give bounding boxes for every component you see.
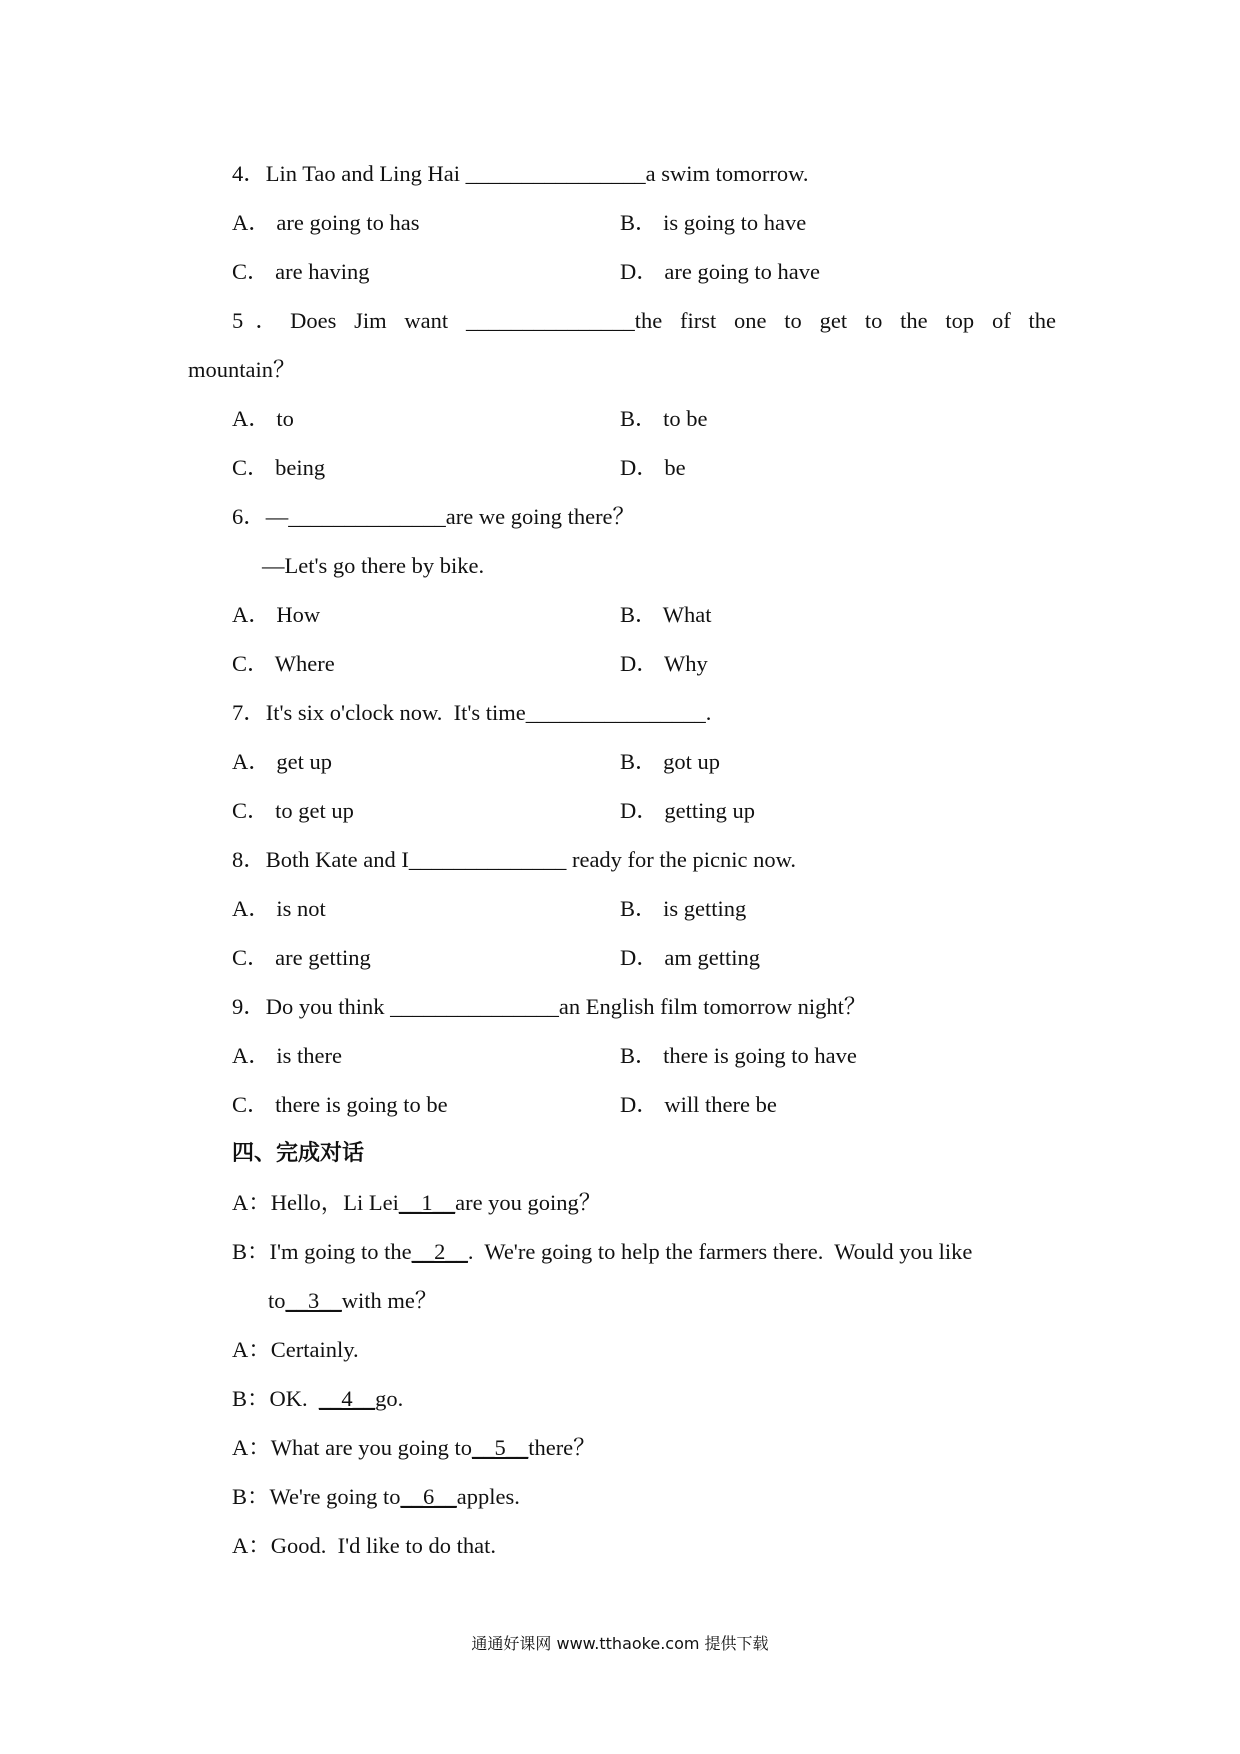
- dialogue-blank-4: __4__: [318, 1386, 376, 1411]
- dialogue-text: there？: [528, 1435, 596, 1460]
- dialogue-line-2: [232, 1237, 972, 1267]
- q9-option-c: C． there is going to be: [232, 1092, 448, 1117]
- dialogue-line-8: [232, 1531, 496, 1561]
- dialogue-line-7: [232, 1482, 520, 1512]
- question-6-line-1: 6．—______________are we going there？: [232, 504, 636, 529]
- dialogue-text: go.: [375, 1386, 404, 1411]
- q9-option-d: D． will there be: [620, 1092, 777, 1117]
- dialogue-text: to: [268, 1288, 286, 1313]
- dialogue-text: B：We're going to: [232, 1484, 401, 1509]
- dialogue-text: A：Good. I'd like to do that.: [232, 1533, 497, 1558]
- dialogue-text: B：OK.: [232, 1386, 319, 1411]
- dialogue-blank-6: __6__: [400, 1484, 457, 1509]
- q7-option-c: C． to get up: [232, 798, 354, 823]
- dialogue-text: are you going？: [455, 1190, 602, 1215]
- q8-option-b: B． is getting: [620, 896, 747, 921]
- page-footer: 通通好课网 www.tthaoke.com 提供下载: [471, 1634, 769, 1653]
- q4-option-d: D． are going to have: [620, 259, 820, 284]
- question-8: 8．Both Kate and I______________ ready for the picnic now.: [232, 847, 797, 872]
- dialogue-line-3: [268, 1286, 437, 1316]
- q7-option-a: A． get up: [232, 749, 332, 774]
- q6-option-c: C． Where: [232, 651, 335, 676]
- q6-option-b: B． What: [620, 602, 712, 627]
- q5-option-a: A． to: [232, 406, 294, 431]
- q8-option-c: C． are getting: [232, 945, 371, 970]
- dialogue-text: B：I'm going to the: [232, 1239, 412, 1264]
- dialogue-blank-1: __1__: [398, 1190, 456, 1215]
- section-title: 四、完成对话: [232, 1141, 365, 1166]
- question-7: 7．It's six o'clock now. It's time________________.: [232, 700, 712, 725]
- dialogue-blank-5: __5__: [471, 1435, 529, 1460]
- dialogue-blank-3: __3__: [285, 1288, 342, 1313]
- dialogue-text: A：Hello，Li Lei: [232, 1190, 399, 1215]
- question-9: 9．Do you think _______________an English film tomorrow night？: [232, 994, 867, 1019]
- dialogue-line-6: [232, 1433, 596, 1463]
- q9-option-a: A． is there: [232, 1043, 342, 1068]
- dialogue-text: A：What are you going to: [232, 1435, 472, 1460]
- dialogue-text: with me？: [341, 1288, 438, 1313]
- q5-option-d: D． be: [620, 455, 686, 480]
- q8-option-a: A． is not: [232, 896, 326, 921]
- dialogue-blank-2: __2__: [411, 1239, 468, 1264]
- q4-option-c: C． are having: [232, 259, 370, 284]
- dialogue-text: apples.: [456, 1484, 520, 1509]
- q7-option-b: B． got up: [620, 749, 721, 774]
- q8-option-d: D． am getting: [620, 945, 760, 970]
- question-6-line-2: —Let's go there by bike.: [262, 553, 485, 578]
- q5-option-c: C． being: [232, 455, 326, 480]
- q6-option-a: A． How: [232, 602, 321, 627]
- question-5-line-2: mountain？: [188, 357, 296, 382]
- q4-option-a: A． are going to has: [232, 210, 420, 235]
- q9-option-b: B． there is going to have: [620, 1043, 857, 1068]
- dialogue-line-4: [232, 1335, 359, 1365]
- question-5-line-1: 5．Does Jim want _______________the first one to get to the top of the: [232, 308, 1056, 333]
- dialogue-text: . We're going to help the farmers there. Would you like: [467, 1239, 973, 1264]
- dialogue-line-5: [232, 1384, 403, 1414]
- dialogue-line-1: [232, 1188, 601, 1218]
- dialogue-text: A：Certainly.: [232, 1337, 359, 1362]
- q5-option-b: B． to be: [620, 406, 708, 431]
- question-4: 4．Lin Tao and Ling Hai ________________a swim tomorrow.: [232, 161, 809, 186]
- q6-option-d: D． Why: [620, 651, 708, 676]
- q4-option-b: B． is going to have: [620, 210, 807, 235]
- q7-option-d: D． getting up: [620, 798, 755, 823]
